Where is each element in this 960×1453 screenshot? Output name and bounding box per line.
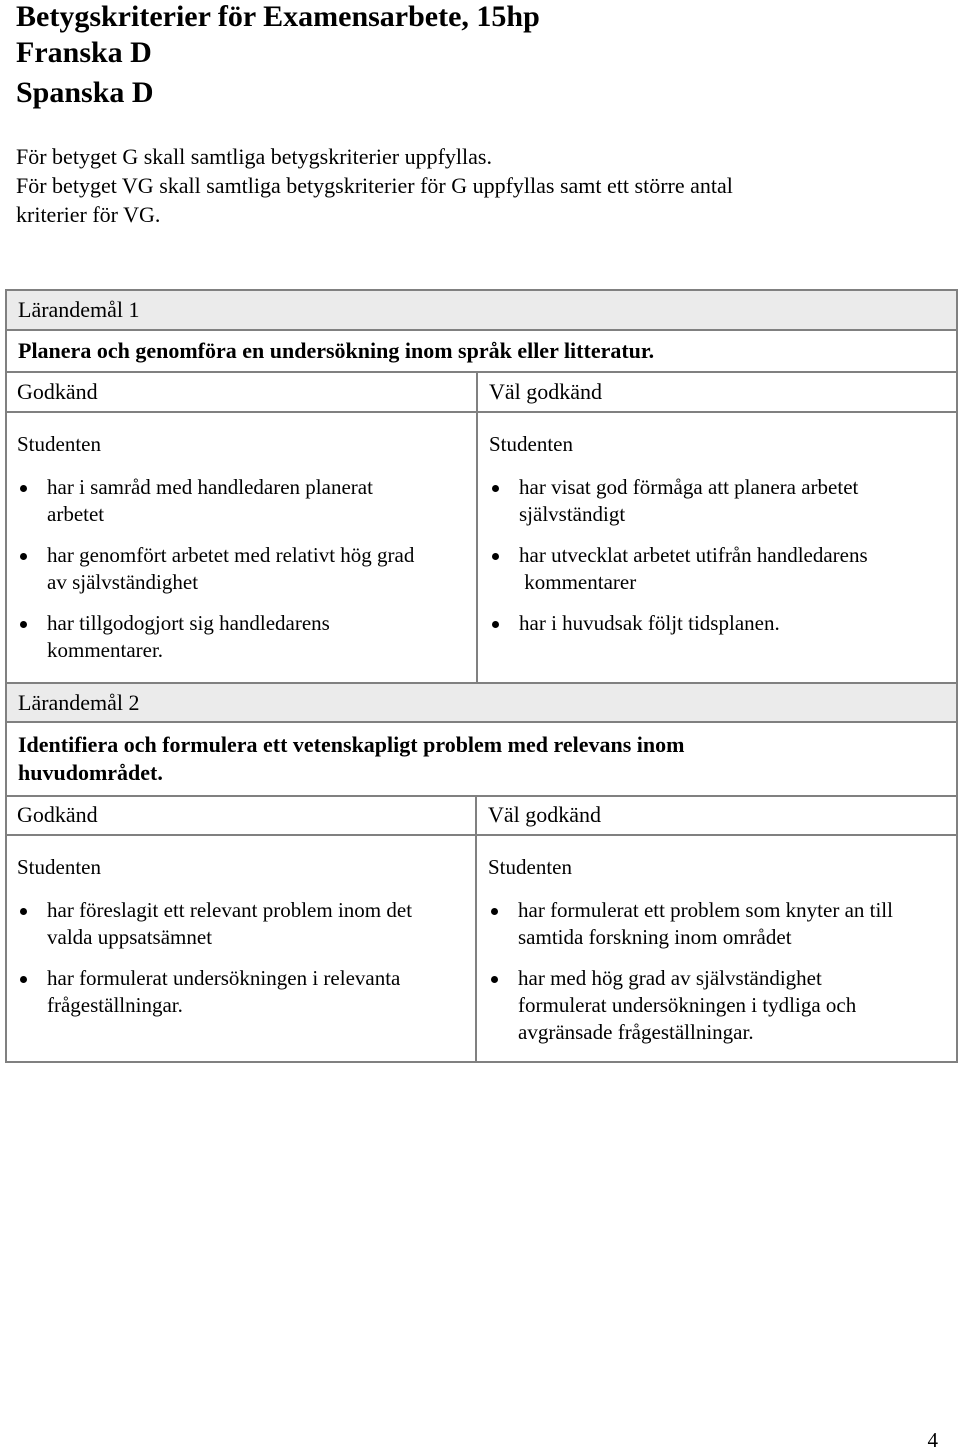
criterion-text: har tillgodogjort sig handledarens: [47, 611, 330, 635]
goal-1-label-row: [5, 289, 958, 331]
intro-text: [16, 142, 916, 229]
criterion-text: har visat god förmåga att planera arbetet: [519, 475, 859, 499]
goal-2-godkand-heading: Godkänd: [17, 802, 98, 827]
criterion-item: [16, 965, 466, 1019]
goal-2-valgodkand-heading: Väl godkänd: [488, 802, 602, 827]
document-title: Betygskriterier för Examensarbete, 15hp: [16, 0, 540, 33]
criterion-text: har med hög grad av självständighet: [518, 966, 822, 990]
criterion-text: har i huvudsak följt tidsplanen.: [519, 611, 780, 635]
goal-2-godkand-criteria: [16, 897, 466, 1019]
bullet-icon: [20, 908, 27, 915]
bullet-icon: [492, 553, 499, 560]
intro-line: För betyget VG skall samtliga betygskriterier för G uppfyllas samt ett större antal: [16, 173, 733, 198]
goal-2-valgodkand-criteria: [487, 897, 949, 1046]
goal-1-description: Planera och genomföra en undersökning inom språk eller litteratur.: [18, 338, 655, 363]
goal-2-description-line: huvudområdet.: [18, 760, 163, 785]
table-border: [956, 373, 958, 684]
criterion-item: [487, 965, 949, 1046]
bullet-icon: [492, 621, 499, 628]
goal-1-godkand-heading: Godkänd: [17, 379, 98, 404]
goal-2-label: Lärandemål 2: [18, 690, 140, 715]
criterion-item: [16, 542, 466, 596]
criterion-text: frågeställningar.: [47, 993, 183, 1017]
header-divider: [5, 411, 958, 413]
intro-line: kriterier för VG.: [16, 202, 161, 227]
table-border: [5, 373, 7, 684]
goal-1-valgodkand-criteria: [488, 474, 948, 637]
goal-2-label-row: [5, 682, 958, 723]
goal-1-godkand-criteria: [16, 474, 466, 664]
criterion-item: [488, 610, 948, 637]
goal-2-godkand-subject: Studenten: [17, 855, 101, 879]
criterion-text: formulerat undersökningen i tydliga och: [518, 993, 857, 1017]
bullet-icon: [491, 908, 498, 915]
bullet-icon: [20, 553, 27, 560]
goal-2-description-row: [5, 723, 958, 797]
criterion-text: kommentarer.: [47, 638, 164, 662]
header-divider: [5, 834, 958, 836]
intro-line: För betyget G skall samtliga betygskriterier uppfyllas.: [16, 144, 492, 169]
bullet-icon: [491, 976, 498, 983]
table-bottom-border: [5, 1061, 958, 1063]
document-subtitle-spanish: Spanska D: [16, 76, 154, 109]
criterion-text: har i samråd med handledaren planerat: [47, 475, 373, 499]
goal-2-valgodkand-subject: Studenten: [488, 855, 572, 879]
criterion-text: valda uppsatsämnet: [47, 925, 213, 949]
criterion-item: [16, 474, 466, 528]
criterion-text: har genomfört arbetet med relativt hög grad: [47, 543, 415, 567]
bullet-icon: [20, 621, 27, 628]
document-subtitle-french: Franska D: [16, 36, 152, 69]
criterion-text: har formulerat ett problem som knyter an till: [518, 898, 893, 922]
criterion-text: av självständighet: [47, 570, 199, 594]
criterion-item: [16, 610, 466, 664]
goal-2-description-line: Identifiera och formulera ett vetenskapligt problem med relevans inom: [18, 732, 685, 757]
criterion-text: har föreslagit ett relevant problem inom det: [47, 898, 413, 922]
criterion-text: har formulerat undersökningen i relevanta: [47, 966, 401, 990]
criterion-item: [16, 897, 466, 951]
criterion-text: avgränsade frågeställningar.: [518, 1020, 754, 1044]
table-border: [5, 797, 7, 1063]
criterion-text: samtida forskning inom området: [518, 925, 792, 949]
bullet-icon: [492, 485, 499, 492]
goal-1-godkand-subject: Studenten: [17, 432, 101, 456]
criterion-text: självständigt: [519, 502, 626, 526]
page-number: 4: [927, 1428, 938, 1452]
table-border: [956, 797, 958, 1063]
column-divider: [475, 797, 477, 1063]
criterion-text: har utvecklat arbetet utifrån handledarens: [519, 543, 868, 567]
bullet-icon: [20, 485, 27, 492]
goal-1-valgodkand-heading: Väl godkänd: [489, 379, 603, 404]
criterion-item: [487, 897, 949, 951]
column-divider: [476, 373, 478, 682]
goal-1-valgodkand-subject: Studenten: [489, 432, 573, 456]
criterion-text: kommentarer: [519, 570, 637, 594]
goal-1-description-row: [5, 331, 958, 373]
criterion-item: [488, 474, 948, 528]
bullet-icon: [20, 976, 27, 983]
criterion-item: [488, 542, 948, 596]
goal-1-label: Lärandemål 1: [18, 297, 140, 322]
criterion-text: arbetet: [47, 502, 105, 526]
